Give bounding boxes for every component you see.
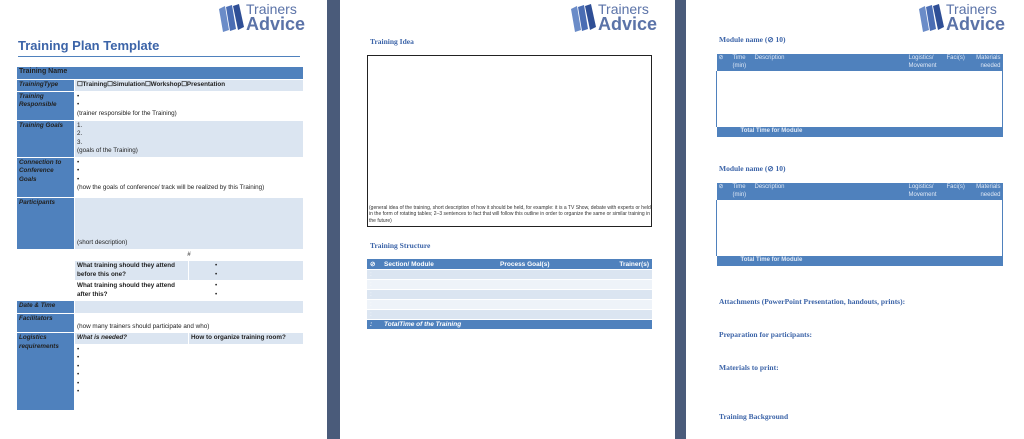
table-row[interactable]: : bbox=[367, 300, 652, 310]
col-materials: Materials needed bbox=[967, 54, 1003, 71]
books-icon bbox=[216, 3, 246, 33]
bullet: • bbox=[77, 92, 80, 100]
table-row[interactable]: : bbox=[367, 290, 652, 300]
module-total: Total Time for Module bbox=[731, 256, 1003, 266]
col-facilitators: Faci(s) bbox=[945, 54, 967, 71]
logistics-label: Logistics requirements bbox=[17, 333, 75, 411]
clock-icon: ⊘ bbox=[717, 54, 731, 71]
col-time: Time (min) bbox=[731, 183, 753, 200]
training-plan-table bbox=[16, 66, 304, 411]
logistics-col-room: How to organize training room? bbox=[189, 333, 304, 345]
page-title: Training Plan Template bbox=[18, 38, 160, 53]
col-section-module: Section/ Module bbox=[381, 259, 497, 270]
logistics-col-needed: What is needed? bbox=[75, 333, 189, 345]
attachments-heading: Attachments (PowerPoint Presentation, handouts, prints): bbox=[719, 297, 906, 306]
col-trainers: Trainer(s) bbox=[597, 259, 652, 270]
logo-line-2: Advice bbox=[946, 14, 1006, 34]
clock-icon: ⊘ bbox=[717, 183, 731, 200]
bullet: • bbox=[77, 388, 80, 395]
date-time-label: Date & Time bbox=[17, 301, 75, 314]
col-logistics: Logistics/ Movement bbox=[907, 54, 945, 71]
bullet: • bbox=[77, 175, 80, 183]
logo-line-1: Trainers bbox=[946, 1, 997, 17]
connection-hint: (how the goals of conference/ track will be realized by this Training) bbox=[77, 184, 265, 191]
before-answer[interactable] bbox=[189, 261, 304, 281]
total-time-label: TotalTime of the Training bbox=[381, 320, 652, 330]
logo-line-1: Trainers bbox=[598, 1, 649, 17]
training-goals-cell[interactable] bbox=[75, 120, 304, 157]
materials-heading: Materials to print: bbox=[719, 363, 779, 372]
module-body[interactable] bbox=[717, 71, 1003, 127]
training-responsible-label: Training Responsible bbox=[17, 91, 75, 120]
after-question: What training should they attend after this? bbox=[75, 281, 189, 301]
goal-item: 2. bbox=[77, 130, 83, 137]
background-heading: Training Background bbox=[719, 412, 789, 421]
logo-line-2: Advice bbox=[598, 14, 658, 34]
title-divider bbox=[18, 56, 300, 57]
col-process-goals: Process Goal(s) bbox=[497, 259, 597, 270]
table-row[interactable]: : bbox=[367, 310, 652, 320]
date-time-cell[interactable] bbox=[75, 301, 304, 314]
participants-label: Participants bbox=[17, 197, 75, 249]
books-icon bbox=[916, 3, 946, 33]
training-type-options[interactable]: ☐Training☐Simulation☐Workshop☐Presentation bbox=[75, 80, 304, 92]
col-description: Description bbox=[753, 54, 907, 71]
table-row[interactable]: : bbox=[367, 270, 652, 280]
module-body[interactable] bbox=[717, 200, 1003, 256]
training-structure-table: ⊘ Section/ Module Process Goal(s) Trainer(s) : : : : : : TotalTime of the Training bbox=[367, 259, 652, 330]
table-row[interactable]: : bbox=[367, 280, 652, 290]
after-answer[interactable] bbox=[189, 281, 304, 301]
training-idea-hint: (general idea of the training, short description of how it should be held, for example: it is a TV Show, debate with experts or held in the form of rotating tables; 2–3 sentences to fact that will follow this outline in order to organize the same or similar training in the future) bbox=[369, 204, 651, 225]
col-logistics: Logistics/ Movement bbox=[907, 183, 945, 200]
bullet: • bbox=[77, 371, 80, 378]
bullet: • bbox=[77, 167, 80, 174]
col-time: Time (min) bbox=[731, 54, 753, 71]
module-1-table bbox=[716, 54, 1003, 137]
bullet: • bbox=[215, 262, 218, 269]
bullet: • bbox=[77, 158, 80, 166]
connection-cell[interactable] bbox=[75, 157, 304, 197]
goal-item: 3. bbox=[77, 138, 83, 146]
training-idea-box[interactable] bbox=[367, 55, 652, 227]
bullet: • bbox=[77, 354, 80, 361]
module-total: Total Time for Module bbox=[731, 127, 1003, 137]
col-materials: Materials needed bbox=[967, 183, 1003, 200]
logistics-cell[interactable] bbox=[75, 344, 304, 410]
training-type-label: TrainingType bbox=[17, 80, 75, 92]
bullet: • bbox=[215, 290, 218, 298]
bullet: • bbox=[215, 282, 218, 289]
before-question: What training should they attend before this one? bbox=[75, 261, 189, 281]
module-1-heading: Module name (⊘ 10) bbox=[719, 35, 786, 44]
page-1 bbox=[0, 0, 327, 439]
connection-label: Connection to Conference Goals bbox=[17, 157, 75, 197]
facilitators-cell[interactable] bbox=[75, 314, 304, 333]
bullet: • bbox=[77, 345, 80, 353]
facilitators-label: Facilitators bbox=[17, 314, 75, 333]
bullet: • bbox=[215, 270, 218, 278]
col-facilitators: Faci(s) bbox=[945, 183, 967, 200]
training-responsible-cell[interactable] bbox=[75, 91, 304, 120]
training-idea-heading: Training Idea bbox=[370, 37, 414, 46]
training-name-header[interactable]: Training Name bbox=[17, 67, 304, 80]
responsible-hint: (trainer responsible for the Training) bbox=[77, 109, 177, 117]
facilitators-hint: (how many trainers should participate and who) bbox=[77, 322, 210, 330]
logo-line-1: Trainers bbox=[246, 1, 297, 17]
books-icon bbox=[568, 3, 598, 33]
bullet: • bbox=[77, 101, 80, 108]
participants-cell[interactable] bbox=[75, 197, 304, 249]
bullet: • bbox=[77, 362, 80, 370]
participants-hint: (short description) bbox=[77, 239, 128, 246]
bullet: • bbox=[77, 379, 80, 387]
module-2-heading: Module name (⊘ 10) bbox=[719, 164, 786, 173]
module-2-table bbox=[716, 183, 1003, 266]
clock-icon: ⊘ bbox=[367, 259, 381, 270]
logo-line-2: Advice bbox=[246, 14, 306, 34]
goals-hint: (goals of the Training) bbox=[77, 147, 138, 154]
hash-marker: # bbox=[75, 249, 304, 261]
training-goals-label: Training Goals bbox=[17, 120, 75, 157]
training-structure-heading: Training Structure bbox=[370, 241, 431, 250]
preparation-heading: Preparation for participants: bbox=[719, 330, 813, 339]
col-description: Description bbox=[753, 183, 907, 200]
goal-item: 1. bbox=[77, 121, 83, 129]
